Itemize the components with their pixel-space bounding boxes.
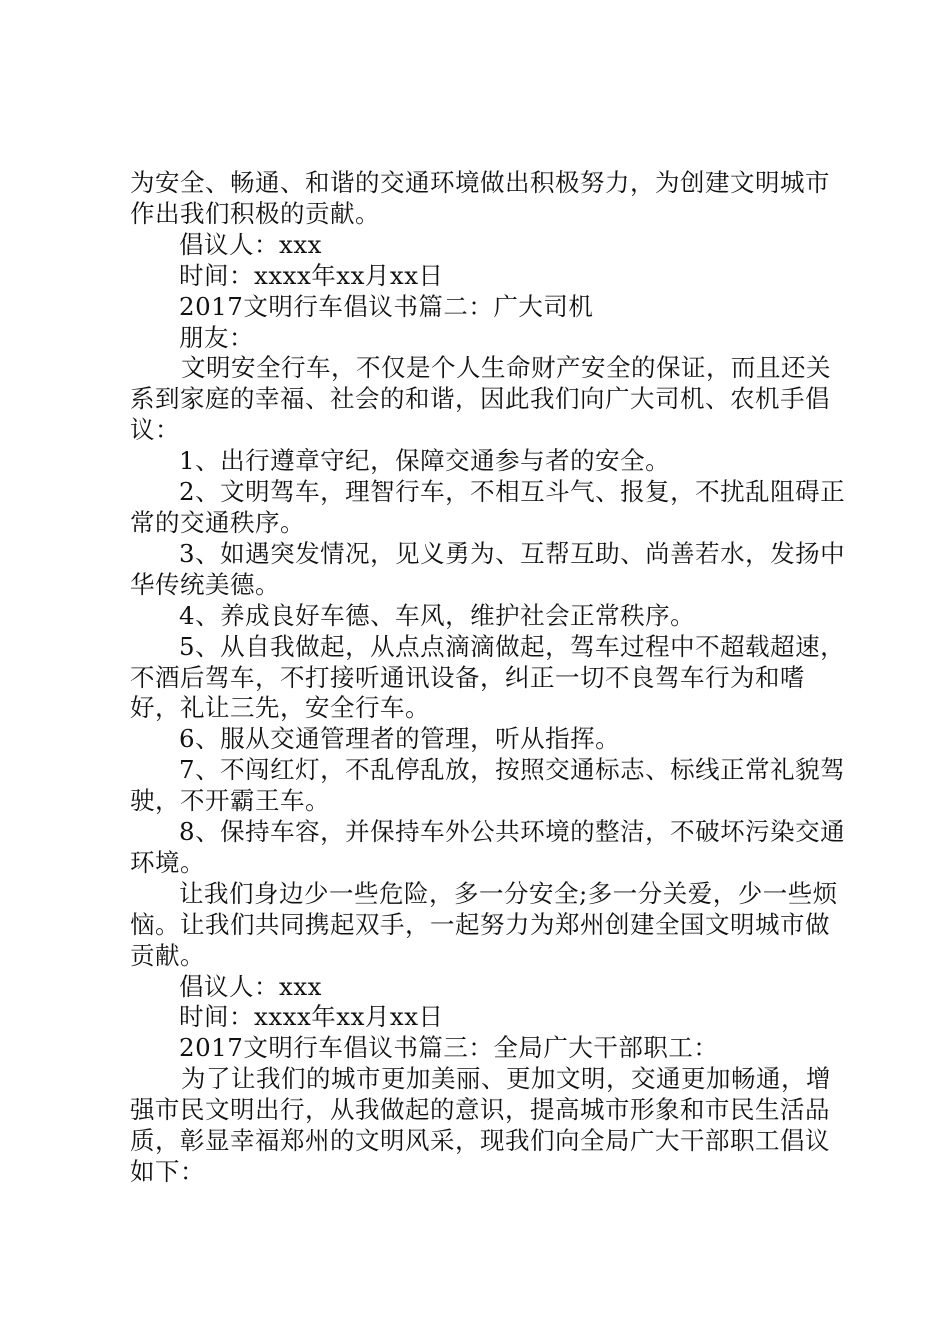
list-item: 7、不闯红灯，不乱停乱放，按照交通标志、标线正常礼貌驾驶，不开霸王车。 <box>130 755 846 816</box>
list-item: 4、养成良好车德、车风，维护社会正常秩序。 <box>179 600 696 630</box>
paragraph-closing: 让我们身边少一些危险，多一分安全;多一分关爱，少一些烦恼。让我们共同携起双手，一起努力为郑州创建全国文明城市做贡献。 <box>130 878 838 970</box>
paragraph-intro: 为了让我们的城市更加美丽、更加文明，交通更加畅通，增强市民文明出行，从我做起的意识，提高城市形象和市民生活品质，彰显幸福郑州的文明风采，现我们向全局广大干部职工倡议如下： <box>130 1064 831 1186</box>
list-item: 2、文明驾车，理智行车，不相互斗气、报复，不扰乱阻碍正常的交通秩序。 <box>130 477 846 537</box>
document-body <box>130 168 850 1188</box>
proposer-line: 倡议人：xxx <box>179 229 322 259</box>
date-line: 时间：xxxx年xx月xx日 <box>179 260 444 290</box>
list-item: 8、保持车容，并保持车外公共环境的整洁，不破坏污染交通环境。 <box>130 817 846 877</box>
paragraph-continuation: 为安全、畅通、和谐的交通环境做出积极努力，为创建文明城市作出我们积极的贡献。 <box>130 168 830 228</box>
proposer-line: 倡议人：xxx <box>179 971 322 1001</box>
paragraph-intro: 文明安全行车，不仅是个人生命财产安全的保证，而且还关系到家庭的幸福、社会的和谐，因此我们向广大司机、农机手倡议： <box>130 353 831 445</box>
salutation: 朋友： <box>179 322 254 352</box>
list-item: 5、从自我做起，从点点滴滴做起，驾车过程中不超载超速，不酒后驾车，不打接听通讯设备，纠正一切不良驾车行为和嗜好，礼让三先，安全行车。 <box>130 631 846 723</box>
date-line: 时间：xxxx年xx月xx日 <box>179 1002 444 1032</box>
section-heading: 2017文明行车倡议书篇三：全局广大干部职工： <box>179 1033 719 1063</box>
section-heading: 2017文明行车倡议书篇二：广大司机 <box>179 291 594 321</box>
list-item: 6、服从交通管理者的管理，听从指挥。 <box>179 724 621 754</box>
list-item: 3、如遇突发情况，见义勇为、互帮互助、尚善若水，发扬中华传统美德。 <box>130 538 846 599</box>
list-item: 1、出行遵章守纪，保障交通参与者的安全。 <box>179 446 671 476</box>
